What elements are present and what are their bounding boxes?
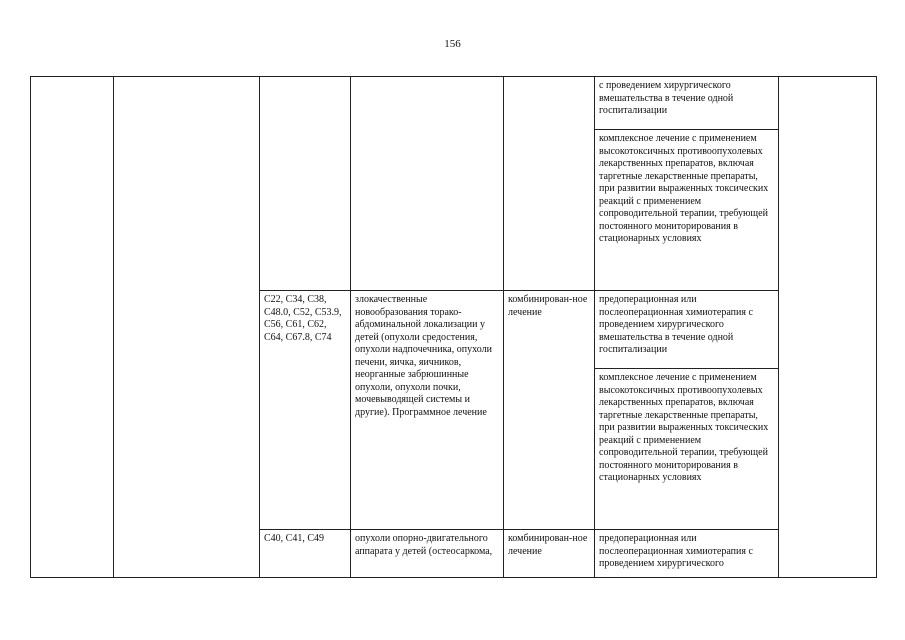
treatment-type-cell: комбинирован-ное лечение [504, 530, 595, 578]
codes-cell: C22, C34, C38, C48.0, C52, C53.9, C56, C61, C62, C64, C67.8, C74 [260, 291, 351, 530]
treatment-type-cell [504, 77, 595, 291]
description-cell [351, 77, 504, 291]
profile-cell [114, 77, 260, 578]
method-cell: комплексное лечение с применением высокотоксичных противоопухолевых лекарственных препаратов, включая таргетные лекарственные препараты, при развитии выраженных токсических реакций с применением сопроводительной терапии, требующей постоянного мониторирования в стационарных условиях [595, 369, 779, 530]
method-cell: предоперационная или послеоперационная химиотерапия с проведением хирургического [595, 530, 779, 578]
table-row [31, 77, 877, 130]
treatment-type-cell: комбинирован-ное лечение [504, 291, 595, 530]
description-cell: опухоли опорно-двигательного аппарата у детей (остеосаркома, [351, 530, 504, 578]
description-cell: злокачественные новообразования торако-абдоминальной локализации у детей (опухоли средостения, опухоли надпочечника, опухоли печени, яичка, яичников, неорганные забрюшинные опухоли, опухоли почки, мочевыводящей системы и другие). Программное лечение [351, 291, 504, 530]
codes-cell: C40, C41, C49 [260, 530, 351, 578]
index-cell [31, 77, 114, 578]
cost-cell [779, 77, 877, 578]
method-cell: с проведением хирургического вмешательства в течение одной госпитализации [595, 77, 779, 130]
method-cell: предоперационная или послеоперационная химиотерапия с проведением хирургического вмешательства в течение одной госпитализации [595, 291, 779, 369]
page-number: 156 [444, 38, 461, 50]
codes-cell [260, 77, 351, 291]
method-cell: комплексное лечение с применением высокотоксичных противоопухолевых лекарственных препаратов, включая таргетные лекарственные препараты, при развитии выраженных токсических реакций с применением сопроводительной терапии, требующей постоянного мониторирования в стационарных условиях [595, 130, 779, 291]
treatment-table [30, 76, 877, 578]
